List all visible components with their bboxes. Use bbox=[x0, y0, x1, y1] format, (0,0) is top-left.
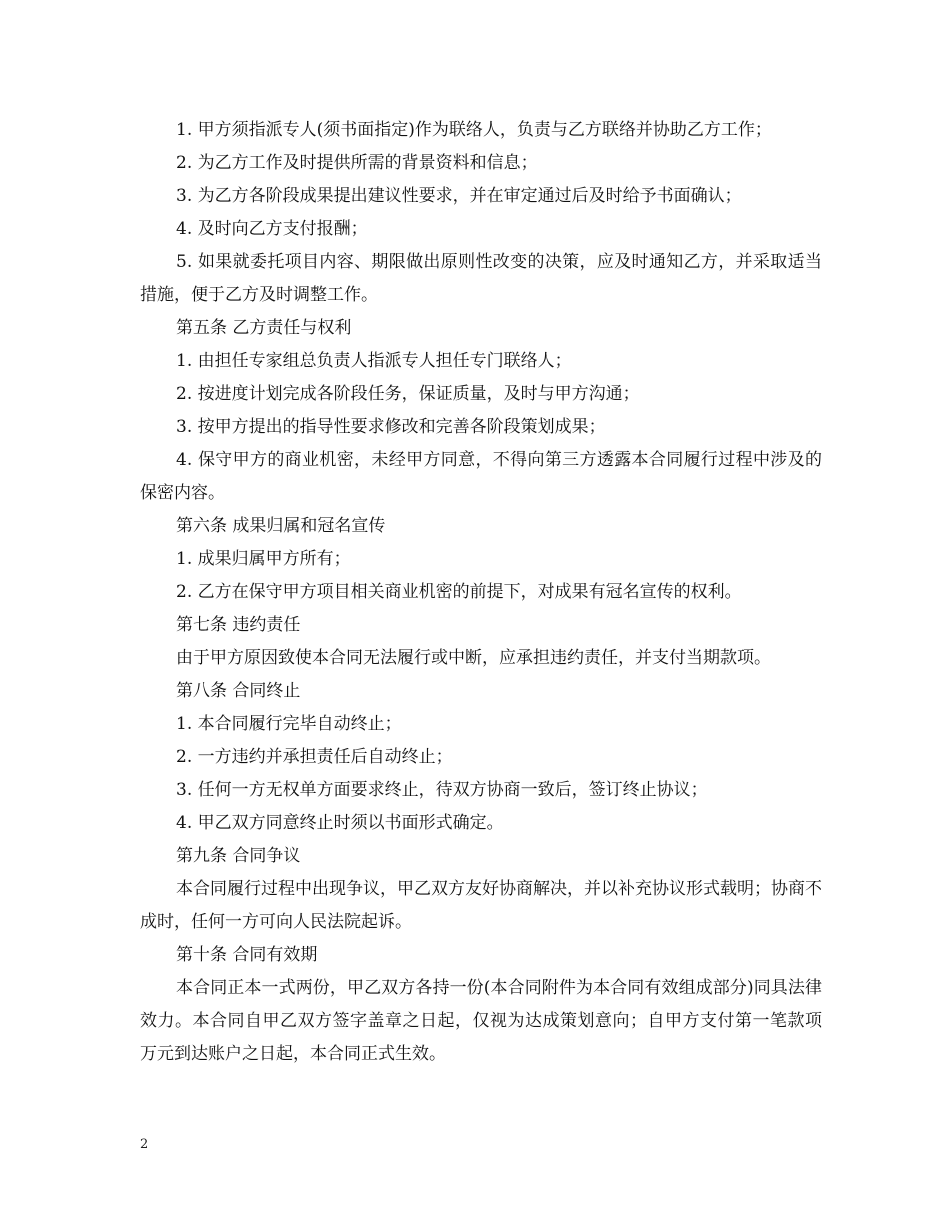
paragraph-12: 由于甲方原因致使本合同无法履行或中断，应承担违约责任，并支付当期款项。 bbox=[176, 648, 771, 668]
article-7-heading: 第七条 违约责任 bbox=[176, 615, 301, 635]
paragraph-10: 1. 成果归属甲方所有； bbox=[176, 549, 351, 569]
paragraph-1: 1. 甲方须指派专人(须书面指定)作为联络人，负责与乙方联络并协助乙方工作； bbox=[176, 120, 772, 140]
paragraph-11: 2. 乙方在保守甲方项目相关商业机密的前提下，对成果有冠名宣传的权利。 bbox=[176, 582, 742, 602]
paragraph-16: 4. 甲乙双方同意终止时须以书面形式确定。 bbox=[176, 813, 504, 833]
article-10-heading: 第十条 合同有效期 bbox=[176, 945, 318, 965]
paragraph-2: 2. 为乙方工作及时提供所需的背景资料和信息； bbox=[176, 153, 538, 173]
paragraph-8: 3. 按甲方提出的指导性要求修改和完善各阶段策划成果； bbox=[176, 417, 606, 437]
paragraph-14: 2. 一方违约并承担责任后自动终止； bbox=[176, 747, 453, 767]
paragraph-9: 4. 保守甲方的商业机密，未经甲方同意，不得向第三方透露本合同履行过程中涉及的保密内容。 bbox=[140, 450, 822, 503]
paragraph-5: 5. 如果就委托项目内容、期限做出原则性改变的决策，应及时通知乙方，并采取适当措施，便于乙方及时调整工作。 bbox=[140, 252, 822, 305]
contract-body bbox=[140, 114, 822, 1071]
page-number: 2 bbox=[140, 1137, 149, 1152]
paragraph-17: 本合同履行过程中出现争议，甲乙双方友好协商解决，并以补充协议形式载明；协商不成时，任何一方可向人民法院起诉。 bbox=[140, 879, 822, 932]
paragraph-6: 1. 由担任专家组总负责人指派专人担任专门联络人； bbox=[176, 351, 572, 371]
article-9-heading: 第九条 合同争议 bbox=[176, 846, 301, 866]
paragraph-3: 3. 为乙方各阶段成果提出建议性要求，并在审定通过后及时给予书面确认； bbox=[176, 186, 742, 206]
article-8-heading: 第八条 合同终止 bbox=[176, 681, 301, 701]
paragraph-15: 3. 任何一方无权单方面要求终止，待双方协商一致后，签订终止协议； bbox=[176, 780, 708, 800]
paragraph-18: 本合同正本一式两份，甲乙双方各持一份(本合同附件为本合同有效组成部分)同具法律效力。本合同自甲乙双方签字盖章之日起，仅视为达成策划意向；自甲方支付第一笔款项 万元到达账户之日起，本合同正式生效。 bbox=[140, 978, 822, 1064]
article-5-heading: 第五条 乙方责任与权利 bbox=[176, 318, 352, 338]
paragraph-13: 1. 本合同履行完毕自动终止； bbox=[176, 714, 402, 734]
paragraph-4: 4. 及时向乙方支付报酬； bbox=[176, 219, 368, 239]
paragraph-7: 2. 按进度计划完成各阶段任务，保证质量，及时与甲方沟通； bbox=[176, 384, 640, 404]
article-6-heading: 第六条 成果归属和冠名宣传 bbox=[176, 516, 386, 536]
